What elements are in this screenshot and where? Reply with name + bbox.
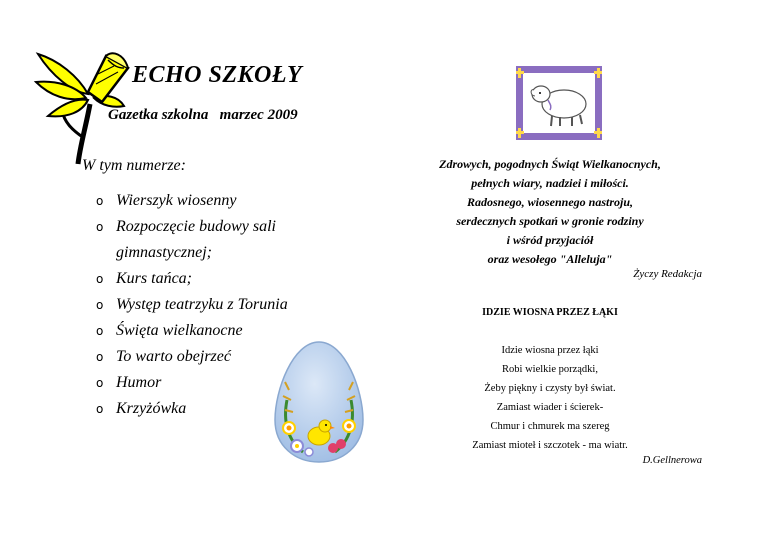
- lamb-icon: [516, 66, 602, 140]
- poem-line: Żeby piękny i czysty był świat.: [484, 383, 616, 394]
- toc-item-label: Wierszyk wiosenny: [116, 192, 237, 209]
- bullet-icon: o: [96, 376, 104, 390]
- wishes-signature: Życzy Redakcja: [633, 268, 702, 280]
- bullet-icon: o: [96, 350, 104, 364]
- bullet-icon: o: [96, 272, 104, 286]
- poem-line: Idzie wiosna przez łąki: [501, 345, 599, 356]
- poem-line: Zamiast mioteł i szczotek - ma wiatr.: [472, 440, 628, 451]
- toc-item-label: Rozpoczęcie budowy sali: [116, 218, 276, 235]
- wishes-line: pełnych wiary, nadziei i miłości.: [471, 176, 629, 190]
- toc-item-label: To warto obejrzeć: [116, 348, 231, 365]
- toc-heading: W tym numerze:: [82, 157, 186, 174]
- poem-body: [420, 341, 680, 455]
- page-title: ECHO SZKOŁY: [132, 62, 303, 88]
- poem-author: D.Gellnerowa: [642, 455, 702, 466]
- toc-item-label: Występ teatrzyku z Torunia: [116, 296, 288, 313]
- wishes-line: Radosnego, wiosennego nastroju,: [466, 195, 634, 209]
- wishes-line: serdecznych spotkań w gronie rodziny: [456, 214, 644, 228]
- poem-line: Chmur i chmurek ma szereg: [490, 421, 610, 432]
- bullet-icon: o: [96, 194, 104, 208]
- toc-item-label: gimnastycznej;: [116, 244, 212, 261]
- toc-item-label: Święta wielkanocne: [116, 322, 243, 339]
- toc-item-label: Krzyżówka: [116, 400, 187, 417]
- bullet-icon: o: [96, 220, 104, 234]
- poem-line: Robi wielkie porządki,: [502, 364, 598, 375]
- poem-line: Zamiast wiader i ścierek-: [496, 402, 604, 413]
- easter-egg-icon: [273, 340, 365, 464]
- poem-title: IDZIE WIOSNA PRZEZ ŁĄKI: [482, 307, 618, 318]
- wishes-line: Zdrowych, pogodnych Świąt Wielkanocnych,: [439, 157, 661, 171]
- bullet-icon: o: [96, 324, 104, 338]
- wishes-block: [400, 155, 700, 269]
- page-subtitle: Gazetka szkolna marzec 2009: [108, 107, 298, 123]
- toc-item-label: Kurs tańca;: [116, 270, 192, 287]
- wishes-line: i wśród przyjaciół: [506, 233, 594, 247]
- daffodil-icon: [28, 46, 138, 166]
- bullet-icon: o: [96, 298, 104, 312]
- bullet-icon: o: [96, 402, 104, 416]
- wishes-line: oraz wesołego "Alleluja": [487, 252, 613, 266]
- toc-item-label: Humor: [116, 374, 162, 391]
